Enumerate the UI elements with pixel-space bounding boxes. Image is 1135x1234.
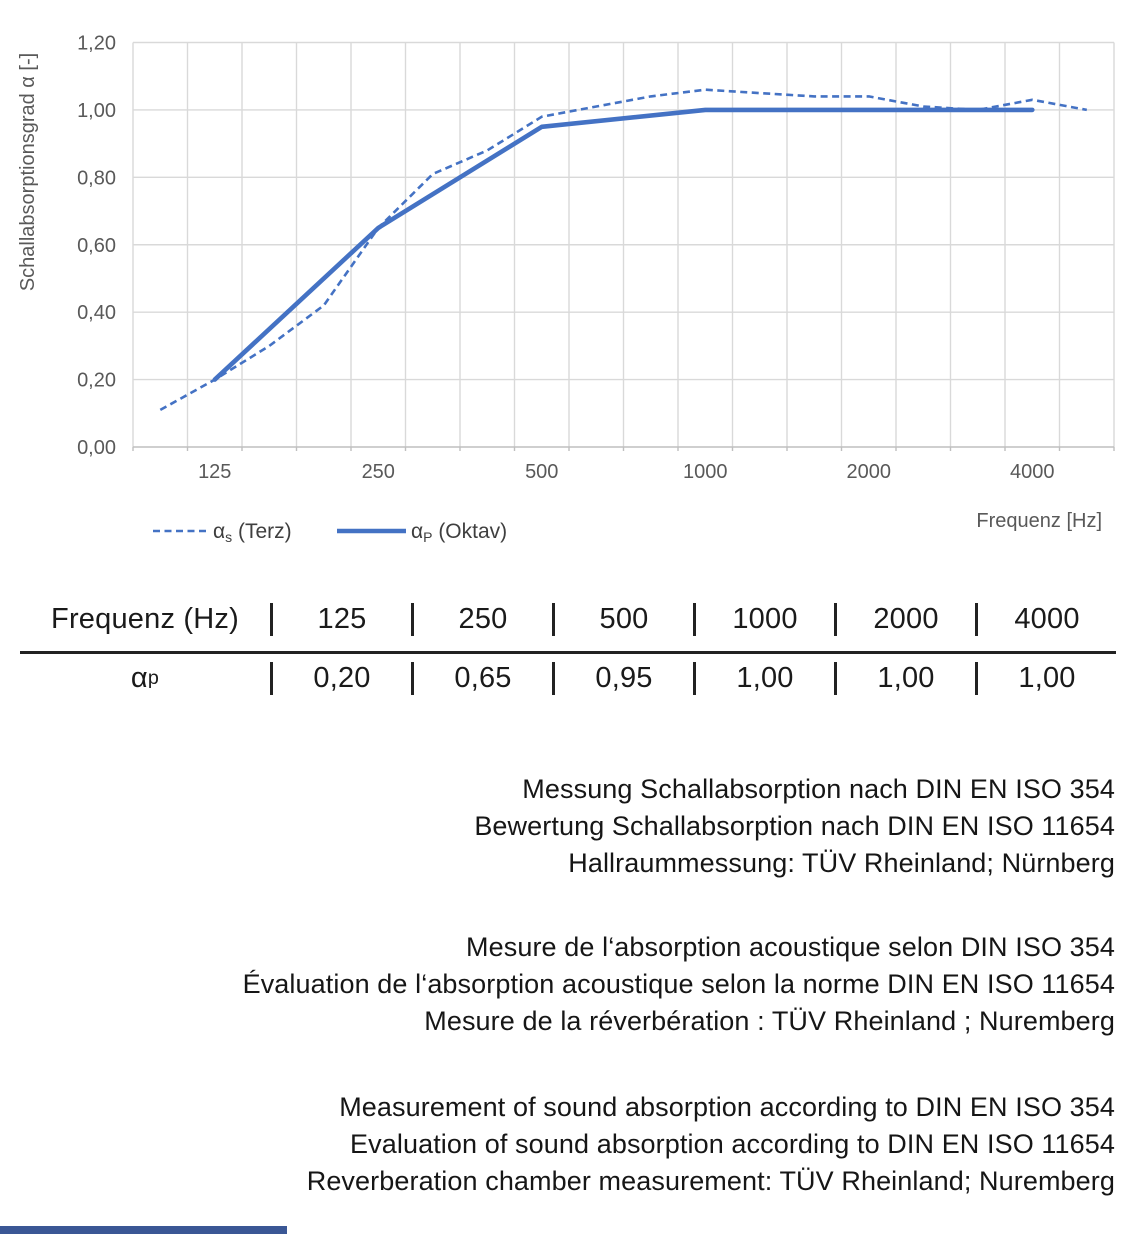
x-tick-label: 4000 <box>1010 461 1055 483</box>
notes-french <box>0 929 1115 1040</box>
table-value-cell: 0,95 <box>552 662 693 695</box>
table-header-4000: 4000 <box>975 603 1116 636</box>
notes-german <box>0 771 1115 882</box>
note-line: Hallraummessung: TÜV Rheinland; Nürnberg <box>568 848 1115 878</box>
table-value-cell: 0,20 <box>270 662 411 695</box>
notes-english <box>0 1089 1115 1200</box>
note-line: Mesure de la réverbération : TÜV Rheinland ; Nuremberg <box>424 1006 1115 1036</box>
note-line: Messung Schallabsorption nach DIN EN ISO 354 <box>522 774 1115 804</box>
x-tick-label: 125 <box>198 461 232 483</box>
y-tick-label: 0,60 <box>77 234 116 257</box>
x-axis-title: Frequenz [Hz] <box>976 510 1102 532</box>
table-header-2000: 2000 <box>834 603 975 636</box>
x-tick-label: 1000 <box>683 461 728 483</box>
y-tick-label: 1,00 <box>77 99 116 122</box>
note-line: Reverberation chamber measurement: TÜV Rheinland; Nuremberg <box>306 1166 1115 1196</box>
table-value-cell: 1,00 <box>975 662 1116 695</box>
absorption-chart <box>0 0 1135 565</box>
y-tick-label: 0,20 <box>77 369 116 392</box>
y-tick-label: 0,40 <box>77 302 116 325</box>
legend-label: αP (Oktav) <box>411 520 508 545</box>
table-header-250: 250 <box>411 603 552 636</box>
table-header-frequency: Frequenz (Hz) <box>51 603 239 635</box>
note-line: Evaluation of sound absorption according to DIN EN ISO 11654 <box>350 1129 1115 1159</box>
absorption-chart-svg <box>0 0 1135 565</box>
note-line: Évaluation de l‘absorption acoustique selon la norme DIN EN ISO 11654 <box>242 969 1115 999</box>
x-tick-label: 2000 <box>846 461 891 483</box>
table-header-500: 500 <box>552 603 693 636</box>
table-header-1000: 1000 <box>693 603 834 636</box>
table-row-label-alpha-p: α p <box>130 661 160 694</box>
y-tick-label: 0,80 <box>77 167 116 190</box>
y-tick-label: 1,20 <box>77 32 116 55</box>
y-axis-title: Schallabsorptionsgrad α [-] <box>17 52 39 292</box>
note-line: Measurement of sound absorption according to DIN EN ISO 354 <box>339 1092 1115 1122</box>
note-line: Mesure de l‘absorption acoustique selon DIN ISO 354 <box>466 932 1115 962</box>
table-header-125: 125 <box>270 603 411 636</box>
x-tick-label: 250 <box>361 461 395 483</box>
table-value-cell: 1,00 <box>834 662 975 695</box>
table-header-row <box>20 588 1116 654</box>
absorption-table <box>20 588 1116 702</box>
accent-bar <box>0 1226 287 1234</box>
table-value-cell: 1,00 <box>693 662 834 695</box>
x-tick-label: 500 <box>525 461 559 483</box>
table-data-row <box>20 654 1116 702</box>
table-value-cell: 0,65 <box>411 662 552 695</box>
legend-label: αs (Terz) <box>213 520 292 545</box>
y-tick-label: 0,00 <box>77 437 116 459</box>
note-line: Bewertung Schallabsorption nach DIN EN ISO 11654 <box>474 811 1115 841</box>
